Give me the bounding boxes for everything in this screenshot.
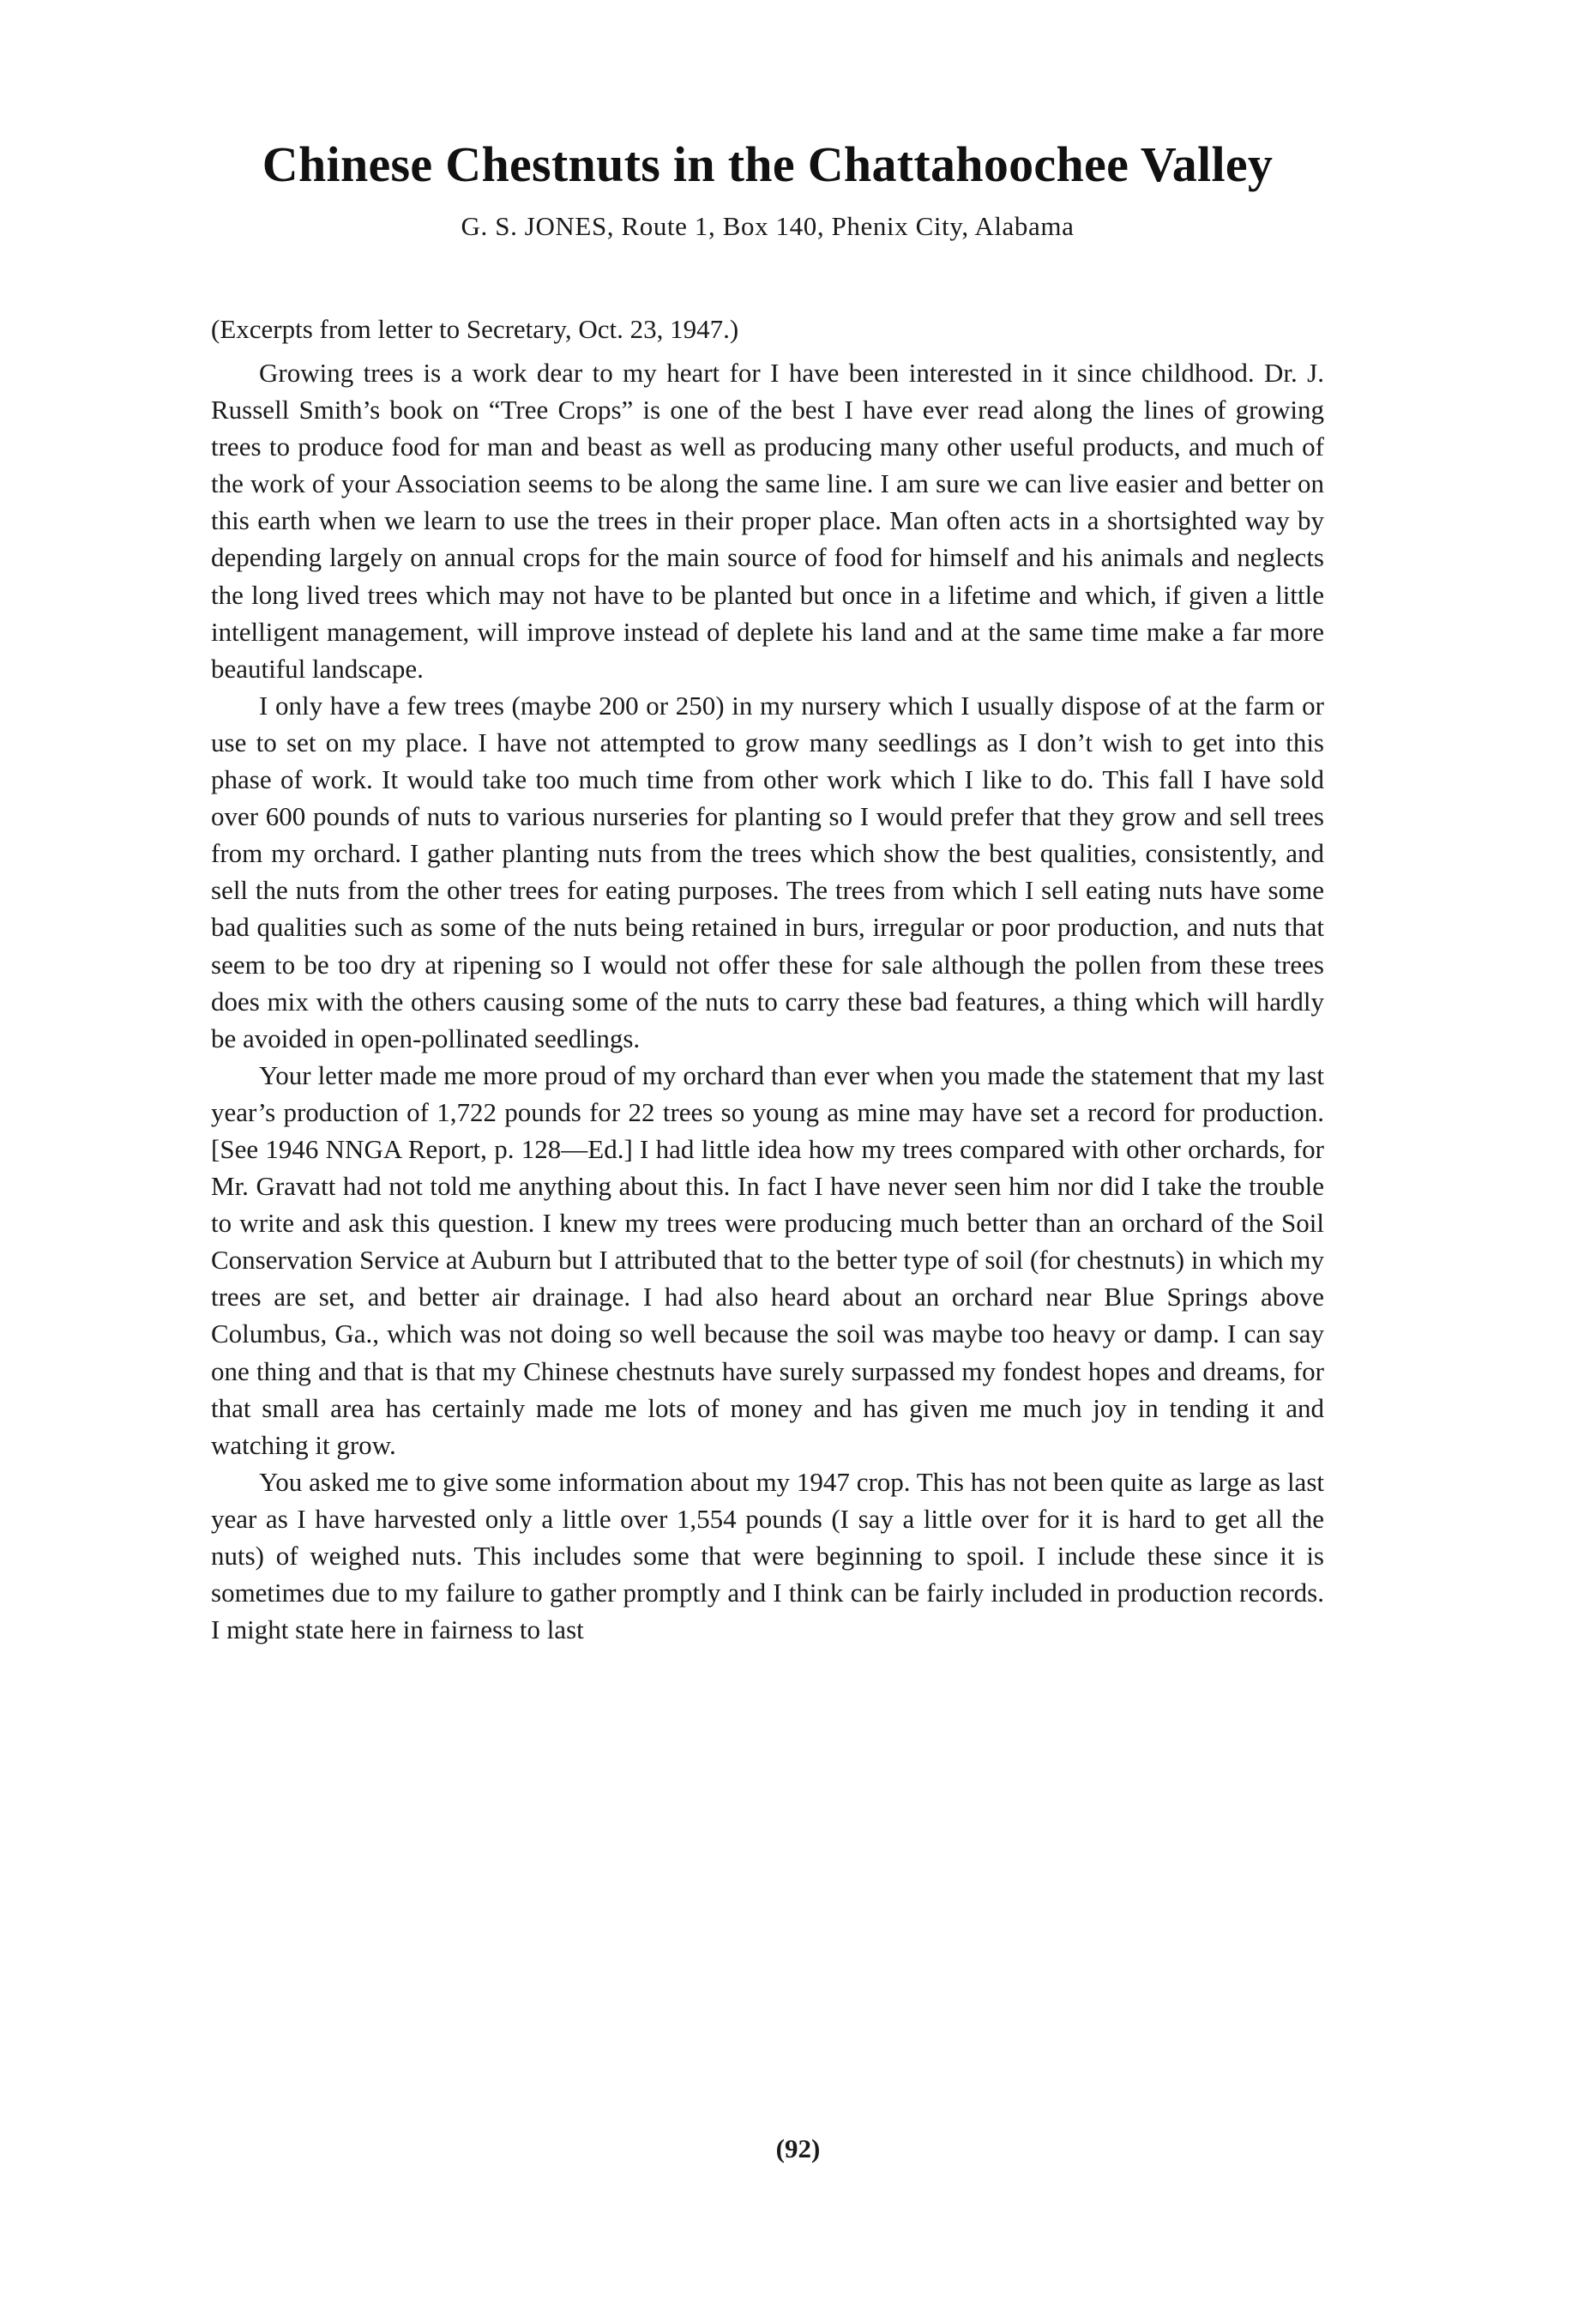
paragraph-2: I only have a few trees (maybe 200 or 250) in my nursery which I usually dispose of at the farm or use to set on my place. I have not attempted to grow many seedlings as I don’t wish to get into this phase of work. It would take too much time from other work which I like to do. This fall I have sold over 600 pounds of nuts to various nurseries for planting so I would prefer that they grow and sell trees from my orchard. I gather planting nuts from the trees which show the best qualities, consistently, and sell the nuts from the other trees for eating purposes. The trees from which I sell eating nuts have some bad qualities such as some of the nuts being retained in burs, irregular or poor production, and nuts that seem to be too dry at ripening so I would not offer these for sale although the pollen from these trees does mix with the others causing some of the nuts to carry these bad features, a thing which will hardly be avoided in open-pollinated seedlings.: [211, 690, 1324, 1053]
excerpt-note: (Excerpts from letter to Secretary, Oct. 23, 1947.): [211, 314, 739, 344]
author-byline: G. S. JONES, Route 1, Box 140, Phenix City, Alabama: [461, 211, 1075, 241]
document-page: [211, 129, 1324, 1648]
article-body: [211, 354, 1324, 1648]
page-number: (92): [775, 2133, 821, 2163]
paragraph-1: Growing trees is a work dear to my heart for I have been interested in it since childhood. Dr. J. Russell Smith’s book on “Tree Crops” is one of the best I have ever read along the lines of growing trees to produce food for man and beast as well as producing many other useful products, and much of the work of your Association seems to be along the same line. I am sure we can live easier and better on this earth when we learn to use the trees in their proper place. Man often acts in a shortsighted way by depending largely on annual crops for the main source of food for himself and his animals and neglects the long lived trees which may not have to be planted but once in a lifetime and which, if given a little intelligent management, will improve instead of deplete his land and at the same time make a far more beautiful landscape.: [211, 358, 1324, 684]
paragraph-3: Your letter made me more proud of my orchard than ever when you made the statement that my last year’s production of 1,722 pounds for 22 trees so young as mine may have set a record for production. [See 1946 NNGA Report, p. 128—Ed.] I had little idea how my trees compared with other orchards, for Mr. Gravatt had not told me anything about this. In fact I have never seen him nor did I take the trouble to write and ask this question. I knew my trees were producing much better than an orchard of the Soil Conservation Service at Auburn but I attributed that to the better type of soil (for chestnuts) in which my trees are set, and better air drainage. I had also heard about an orchard near Blue Springs above Columbus, Ga., which was not doing so well because the soil was maybe too heavy or damp. I can say one thing and that is that my Chinese chestnuts have surely surpassed my fondest hopes and dreams, for that small area has certainly made me lots of money and has given me much joy in tending it and watching it grow.: [211, 1059, 1324, 1460]
paragraph-4: You asked me to give some information about my 1947 crop. This has not been quite as large as last year as I have harvested only a little over 1,554 pounds (I say a little over for it is hard to get all the nuts) of weighed nuts. This includes some that were beginning to spoil. I include these since it is sometimes due to my failure to gather promptly and I think can be fairly included in production records. I might state here in fairness to last: [211, 1466, 1324, 1645]
article-title: Chinese Chestnuts in the Chattahoochee Valley: [262, 136, 1274, 192]
